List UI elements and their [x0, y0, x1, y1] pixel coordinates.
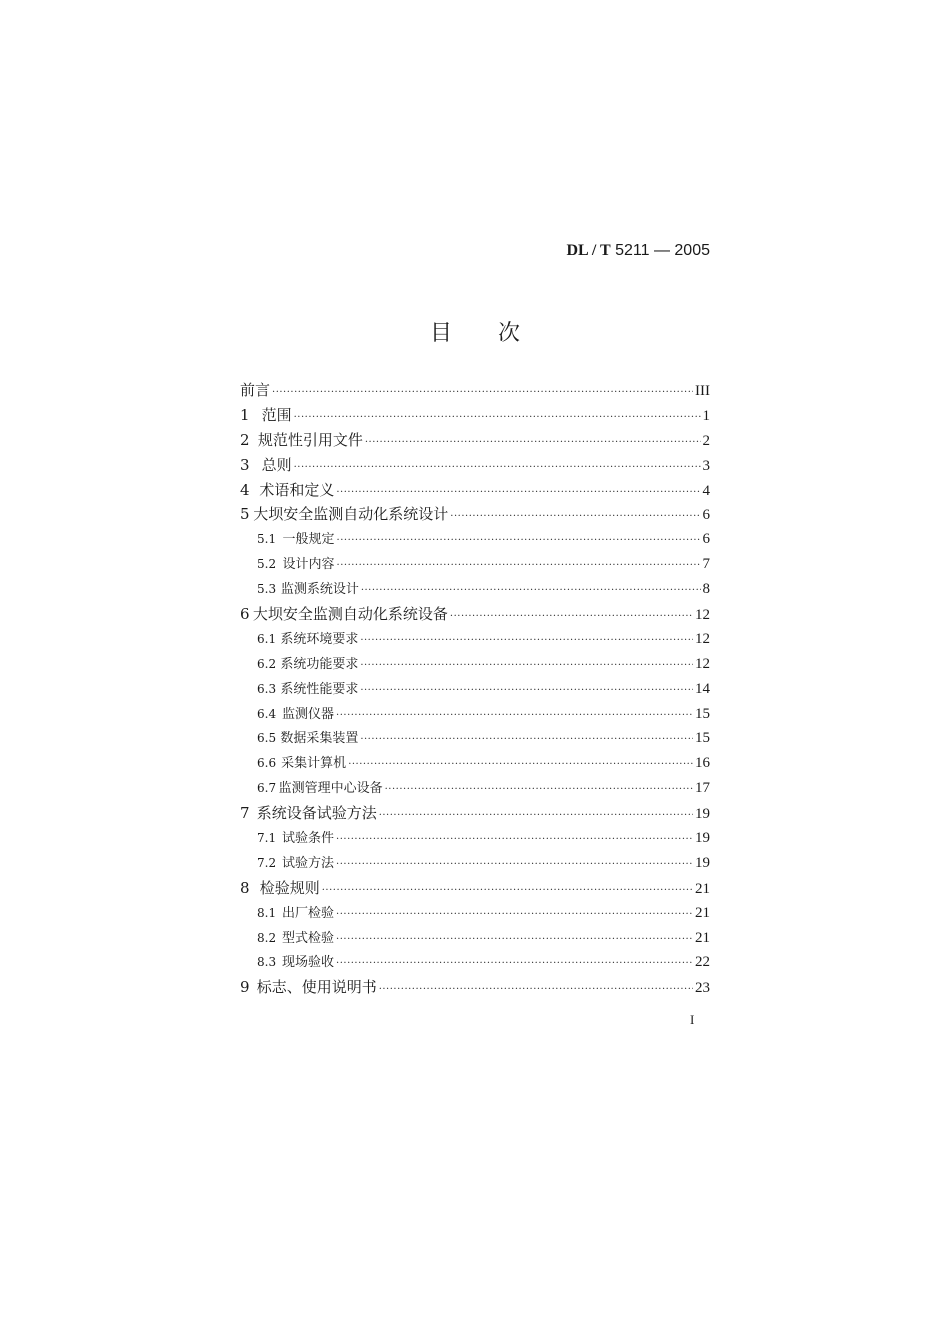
- toc-entry[interactable]: [240, 677, 710, 702]
- toc-entry-page: III: [695, 383, 710, 399]
- toc-entry-page: 6: [702, 531, 710, 548]
- toc-leader-dots: [336, 704, 693, 729]
- toc-entry-label: 型式检验: [282, 930, 335, 946]
- toc-leader-dots: [322, 879, 693, 904]
- toc-entry-label: 系统环境要求: [280, 631, 359, 647]
- toc-leader-dots: [294, 456, 701, 481]
- toc-entry-page: 1: [702, 407, 710, 424]
- toc-entry-page: 14: [695, 680, 710, 697]
- toc-entry-number: 9: [240, 978, 250, 997]
- page-number: I: [690, 1012, 695, 1027]
- toc-entry-number: 2: [240, 430, 250, 449]
- toc-entry[interactable]: [240, 378, 710, 403]
- toc-entry-page: 23: [695, 980, 710, 997]
- toc-entry-page: 15: [695, 705, 710, 722]
- toc-entry[interactable]: [240, 453, 710, 478]
- toc-entry[interactable]: [240, 975, 710, 1000]
- toc-entry-label: 总则: [261, 455, 292, 474]
- page-title-char-2: 次: [498, 321, 521, 346]
- toc-entry-label: 一般规定: [282, 532, 335, 548]
- toc-entry-number: 5: [240, 505, 250, 524]
- toc-entry[interactable]: [240, 652, 710, 677]
- document-code-prefix: DL / T: [566, 242, 611, 259]
- toc-entry-number: 6.6: [257, 756, 277, 771]
- toc-entry-label: 试验方法: [282, 855, 335, 871]
- toc-entry[interactable]: [240, 901, 710, 926]
- toc-entry-page: 21: [695, 904, 710, 921]
- toc-leader-dots: [336, 853, 693, 878]
- toc-entry-number: 7: [240, 804, 250, 823]
- toc-entry-page: 21: [695, 880, 710, 897]
- toc-entry[interactable]: [240, 627, 710, 652]
- toc-entry[interactable]: [240, 876, 710, 901]
- toc-entry-page: 6: [702, 507, 710, 524]
- toc-entry-page: 7: [702, 556, 710, 573]
- toc-entry[interactable]: [240, 502, 710, 527]
- toc-entry-page: 17: [695, 780, 710, 797]
- toc-entry[interactable]: [240, 801, 710, 826]
- toc-leader-dots: [336, 903, 693, 928]
- toc-entry-label: 系统设备试验方法: [256, 804, 377, 823]
- toc-leader-dots: [361, 579, 701, 604]
- toc-entry[interactable]: [240, 950, 710, 975]
- toc-entry-page: 19: [695, 806, 710, 823]
- toc-entry[interactable]: [240, 726, 710, 751]
- toc-entry-page: 12: [695, 607, 710, 624]
- toc-entry-number: 1: [240, 405, 250, 424]
- document-code: [540, 242, 710, 260]
- toc-entry-page: 19: [695, 830, 710, 847]
- toc-leader-dots: [360, 679, 693, 704]
- toc-entry[interactable]: [240, 776, 710, 801]
- toc-leader-dots: [450, 505, 700, 530]
- toc-entry-label: 范围: [261, 405, 292, 424]
- toc-entry-number: 6.5: [257, 731, 277, 746]
- toc-entry-number: 6.3: [257, 681, 277, 696]
- toc-entry[interactable]: [240, 577, 710, 602]
- toc-entry-label: 前言: [240, 381, 271, 399]
- toc-entry-number: 8.3: [257, 955, 277, 970]
- toc-leader-dots: [336, 928, 693, 953]
- document-code-number: 5211 — 2005: [615, 242, 710, 259]
- toc-entry-page: 8: [702, 581, 710, 598]
- toc-entry-page: 15: [695, 730, 710, 747]
- toc-entry-label: 现场验收: [282, 955, 335, 971]
- toc-leader-dots: [365, 431, 701, 456]
- toc-leader-dots: [379, 978, 693, 1003]
- toc-entry-label: 出厂检验: [282, 905, 335, 921]
- toc-entry[interactable]: [240, 552, 710, 577]
- toc-entry-number: 4: [240, 480, 250, 499]
- toc-entry-number: 5.2: [257, 557, 277, 572]
- toc-entry-page: 12: [695, 630, 710, 647]
- toc-entry[interactable]: [240, 527, 710, 552]
- toc-entry-label: 数据采集装置: [280, 731, 359, 747]
- toc-entry-label: 试验条件: [282, 831, 335, 847]
- toc-entry-page: 22: [695, 954, 710, 971]
- toc-entry[interactable]: [240, 602, 710, 627]
- toc-entry-label: 系统性能要求: [280, 681, 359, 697]
- toc-entry-number: 8.2: [257, 930, 277, 945]
- table-of-contents: [240, 378, 710, 1000]
- toc-entry-page: 21: [695, 929, 710, 946]
- toc-entry-number: 7.2: [257, 855, 277, 870]
- toc-entry-number: 6.7: [257, 781, 277, 796]
- toc-entry-label: 大坝安全监测自动化系统设计: [253, 505, 449, 524]
- toc-entry-label: 监测仪器: [282, 706, 335, 722]
- toc-entry[interactable]: [240, 702, 710, 727]
- toc-entry-number: 3: [240, 455, 250, 474]
- toc-entry-label: 标志、使用说明书: [256, 978, 377, 997]
- page-title-char-1: 目: [429, 321, 452, 346]
- toc-entry-number: 8.1: [257, 905, 277, 920]
- toc-entry-number: 7.1: [257, 831, 277, 846]
- toc-entry[interactable]: [240, 851, 710, 876]
- toc-leader-dots: [337, 529, 701, 554]
- toc-leader-dots: [379, 804, 693, 829]
- toc-entry-label: 术语和定义: [259, 480, 335, 499]
- toc-entry-page: 4: [702, 482, 710, 499]
- toc-entry-number: 6: [240, 605, 250, 624]
- toc-leader-dots: [360, 728, 693, 753]
- toc-entry-page: 2: [702, 432, 710, 449]
- toc-entry-label: 检验规则: [259, 878, 320, 897]
- toc-entry[interactable]: [240, 403, 710, 428]
- toc-entry-page: 12: [695, 655, 710, 672]
- toc-entry-label: 大坝安全监测自动化系统设备: [252, 605, 448, 624]
- toc-entry-number: 6.1: [257, 631, 277, 646]
- toc-entry-number: 8: [240, 878, 250, 897]
- toc-entry-number: 5.3: [257, 582, 277, 597]
- toc-entry[interactable]: [240, 478, 710, 503]
- toc-entry-page: 3: [702, 457, 710, 474]
- toc-leader-dots: [450, 605, 693, 630]
- toc-leader-dots: [348, 753, 693, 778]
- toc-entry-page: 16: [695, 755, 710, 772]
- toc-leader-dots: [360, 654, 693, 679]
- toc-leader-dots: [385, 778, 693, 803]
- toc-entry-page: 19: [695, 854, 710, 871]
- toc-entry-label: 监测管理中心设备: [278, 781, 383, 797]
- toc-entry[interactable]: [240, 751, 710, 776]
- toc-entry-label: 采集计算机: [281, 756, 347, 772]
- toc-leader-dots: [336, 952, 693, 977]
- toc-entry[interactable]: [240, 826, 710, 851]
- toc-leader-dots: [360, 629, 693, 654]
- toc-entry-number: 6.4: [257, 706, 277, 721]
- toc-entry-label: 规范性引用文件: [257, 430, 363, 449]
- toc-entry-label: 系统功能要求: [280, 656, 359, 672]
- toc-entry[interactable]: [240, 926, 710, 951]
- toc-entry[interactable]: [240, 428, 710, 453]
- toc-entry-label: 监测系统设计: [280, 582, 359, 598]
- toc-leader-dots: [337, 554, 701, 579]
- toc-leader-dots: [272, 381, 693, 406]
- page-title: [0, 316, 950, 347]
- toc-entry-number: 6.2: [257, 656, 277, 671]
- toc-leader-dots: [336, 828, 693, 853]
- toc-entry-number: 5.1: [257, 532, 277, 547]
- toc-entry-label: 设计内容: [282, 557, 335, 573]
